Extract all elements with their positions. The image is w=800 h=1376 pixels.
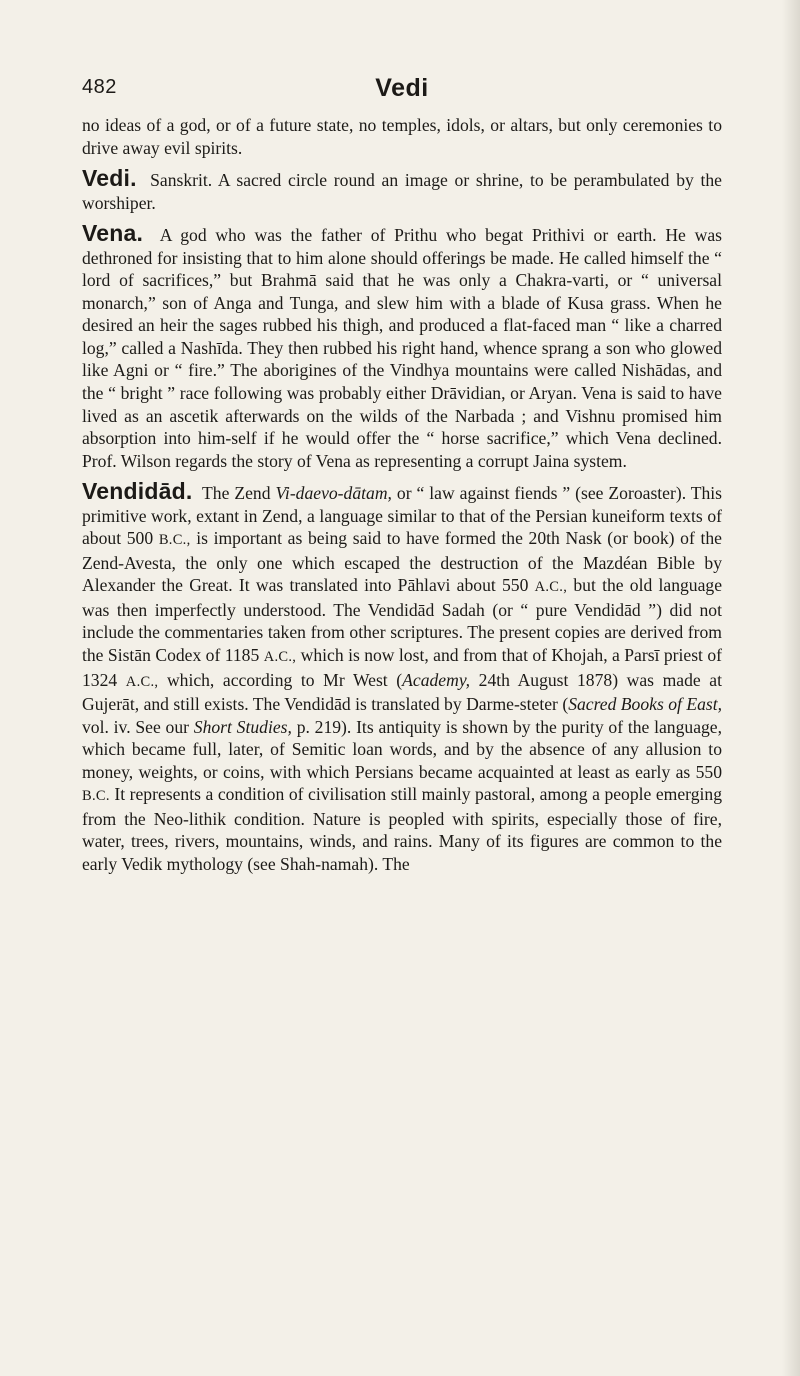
vendidad-text-1: The Zend: [202, 483, 271, 504]
running-title: Vedi: [375, 74, 429, 102]
vendidad-italic-academy: Academy,: [402, 669, 471, 690]
headword-vena: Vena.: [82, 220, 144, 247]
headword-vedi: Vedi.: [82, 165, 137, 192]
vendidad-text-8: vol. iv. See our: [82, 716, 189, 737]
entry-vedi-text: Sanskrit. A sacred circle round an image or shrine, to be perambulated by the worshiper.: [82, 170, 722, 213]
vendidad-text-7: 24th August 1878) was made at Gujerāt, and still exists. The Vendidād is translated by Darme-steter (: [82, 669, 723, 715]
page-edge-shadow: [782, 0, 800, 1376]
entry-vedi: [82, 167, 722, 214]
vendidad-text-10: It represents a condition of civilisation still mainly pastoral, among a people emerging from the Neo-lithik condition. Nature is peopled with spirits, especially those of fire, water, trees, rivers, mountains, winds, and rains. Many of its figures are common to the early Vedik mythology (see Shah-namah). The: [82, 784, 722, 874]
page-body: [82, 114, 722, 876]
vendidad-text-9: p. 219). Its antiquity is shown by the purity of the language, which became full, later, of Semitic loan words, and by the absence of any allusion to money, weights, or coins, with which Persians became acquainted at least as early as 550: [82, 716, 723, 782]
vendidad-italic-sacred-books: Sacred Books of East,: [568, 694, 723, 715]
running-header: [82, 74, 722, 110]
entry-vendidad: [82, 480, 722, 875]
continuation-text: no ideas of a god, or of a future state, no temples, idols, or altars, but only ceremonies to drive away evil spirits.: [82, 115, 722, 158]
vendidad-italic-zend-title: Vi-daevo-dātam,: [275, 483, 392, 504]
vendidad-text-5: which is now lost, and from that of Khojah, a Parsī priest of 1324: [82, 645, 723, 690]
era-marker: B.C.: [82, 788, 110, 805]
vendidad-italic-short-studies: Short Studies,: [193, 716, 292, 737]
era-marker: A.C.,: [534, 579, 568, 596]
vendidad-text-4: but the old language was then imperfectly understood. The Vendidād Sadah (or “ pure Vendidād ”) did not include the commentaries taken from other scriptures. The present copies are derived from the Sistān Codex of 1185: [82, 575, 723, 666]
era-marker: A.C.,: [263, 649, 297, 666]
headword-vendidad: Vendidād.: [82, 478, 193, 505]
page-number: 482: [82, 76, 117, 98]
entry-vena-text: A god who was the father of Prithu who begat Prithivi or earth. He was dethroned for insisting that to him alone should offerings be made. He called himself the “ lord of sacrifices,” but Brahmā said that he was only a Chakra-varti, or “ universal monarch,” son of Anga and Tunga, and slew him with a blade of Kusa grass. When he desired an heir the sages rubbed his thigh, and produced a flat-faced man “ like a charred log,” called a Nashīda. They then rubbed his right hand, whence sprang a son who glowed like Agni or “ fire.” The aborigines of the Vindhya mountains were called Nishādas, and the “ bright ” race following was probably either Drāvidian, or Aryan. Vena is said to have lived as an ascetik afterwards on the wilds of the Narbada ; and Vishnu promised him absorption into him-self if he would offer the “ horse sacrifice,” which Vena declined. Prof. Wilson regards the story of Vena as representing a corrupt Jaina system.: [82, 225, 722, 471]
continuation-paragraph: [82, 114, 722, 159]
era-marker: B.C.,: [158, 532, 191, 549]
vendidad-text-3: is important as being said to have formed the 20th Nask (or book) of the Zend-Avesta, the only one which escaped the destruction of the Mazdéan Bible by Alexander the Great. It was translated into Pāhlavi about 550: [82, 528, 722, 596]
entry-vena: [82, 222, 722, 472]
vendidad-text-2: or “ law against fiends ” (see Zoroaster). This primitive work, extant in Zend, a language similar to that of the Persian kuneiform texts of about 500: [82, 483, 723, 549]
era-marker: A.C.,: [125, 673, 159, 690]
vendidad-text-6: which, according to Mr West (: [166, 669, 403, 690]
